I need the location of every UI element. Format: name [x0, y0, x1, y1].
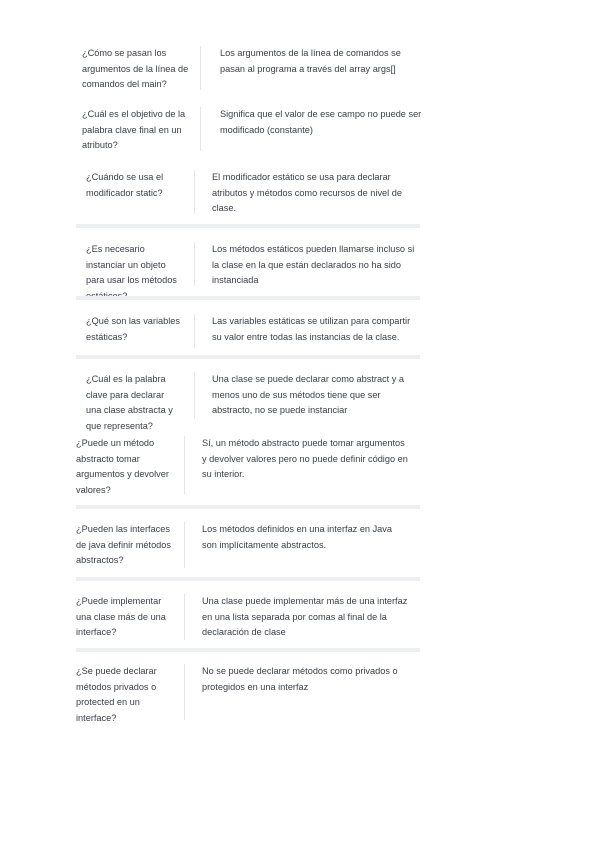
card-divider: [184, 522, 185, 568]
card-question: ¿Es necesario instanciar un objeto para usar los métodos: [86, 244, 177, 285]
card-answer: Sí, un método abstracto puede tomar argumentos y devolver valores pero no puede definir código en su interior.: [202, 438, 408, 479]
card-answer: Significa que el valor de ese campo no puede ser modificado (constante): [220, 109, 422, 135]
card-question: ¿Cuál es el objetivo de la palabra clave final en un atributo?: [82, 109, 186, 150]
card-divider: [194, 242, 195, 286]
card-answer: Las variables estáticas se utilizan para compartir su valor entre todas las instancias de la clase.: [212, 316, 411, 342]
card-answer: Una clase puede implementar más de una interfaz en una lista separada por comas al final de la declaración de clase: [202, 596, 408, 637]
card-separator: [76, 296, 420, 300]
card-question: ¿Qué son las variables estáticas?: [86, 316, 180, 342]
card-divider: [184, 594, 185, 640]
card-question: ¿Cuándo se usa el modificador static?: [86, 172, 164, 198]
card-separator: [76, 505, 420, 509]
card-separator: [76, 355, 420, 359]
card-divider: [184, 664, 185, 720]
card-separator: [76, 648, 420, 652]
flashcard[interactable]: [76, 436, 420, 496]
flashcard[interactable]: [82, 107, 442, 155]
card-question: ¿Se puede declarar métodos privados o protected en un interface?: [76, 666, 157, 723]
card-divider: [184, 436, 185, 494]
card-divider: [194, 372, 195, 418]
card-question: ¿Cuál es la palabra clave para declarar una clase abstracta y que representa?: [86, 374, 173, 431]
card-separator: [76, 577, 420, 581]
card-answer: Una clase se puede declarar como abstract y a menos uno de sus métodos tiene que ser abstracto, no se puede instanciar: [212, 374, 405, 415]
card-separator: [76, 224, 420, 228]
flashcard[interactable]: [76, 594, 420, 642]
card-answer: No se puede declarar métodos como privados o protegidos en una interfaz: [202, 666, 398, 692]
card-answer: Los argumentos de la línea de comandos se pasan al programa a través del array args[]: [220, 48, 401, 74]
card-answer: El modificador estático se usa para declarar atributos y métodos como recursos de nivel de clase.: [212, 172, 402, 213]
card-question: ¿Cómo se pasan los argumentos de la línea de comandos del main?: [82, 48, 189, 89]
flashcard[interactable]: [86, 242, 420, 290]
flashcard[interactable]: [86, 372, 420, 432]
card-answer: Los métodos estáticos pueden llamarse incluso si la clase en la que están declarados no ha sido instanciada: [212, 244, 415, 285]
flashcard[interactable]: [86, 170, 420, 220]
flashcard[interactable]: [76, 522, 420, 570]
card-divider: [194, 170, 195, 214]
flashcard[interactable]: [82, 46, 422, 94]
card-divider: [194, 314, 195, 348]
flashcard[interactable]: [86, 314, 420, 350]
card-question: ¿Pueden las interfaces de java definir métodos abstractos?: [76, 524, 171, 565]
card-divider: [200, 46, 201, 90]
flashcard[interactable]: [76, 664, 420, 728]
card-question: ¿Puede implementar una clase más de una interface?: [76, 596, 166, 637]
card-divider: [200, 107, 201, 151]
card-question: ¿Puede un método abstracto tomar argumentos y devolver valores?: [76, 438, 169, 495]
card-answer: Los métodos definidos en una interfaz en Java son implícitamente abstractos.: [202, 524, 392, 550]
